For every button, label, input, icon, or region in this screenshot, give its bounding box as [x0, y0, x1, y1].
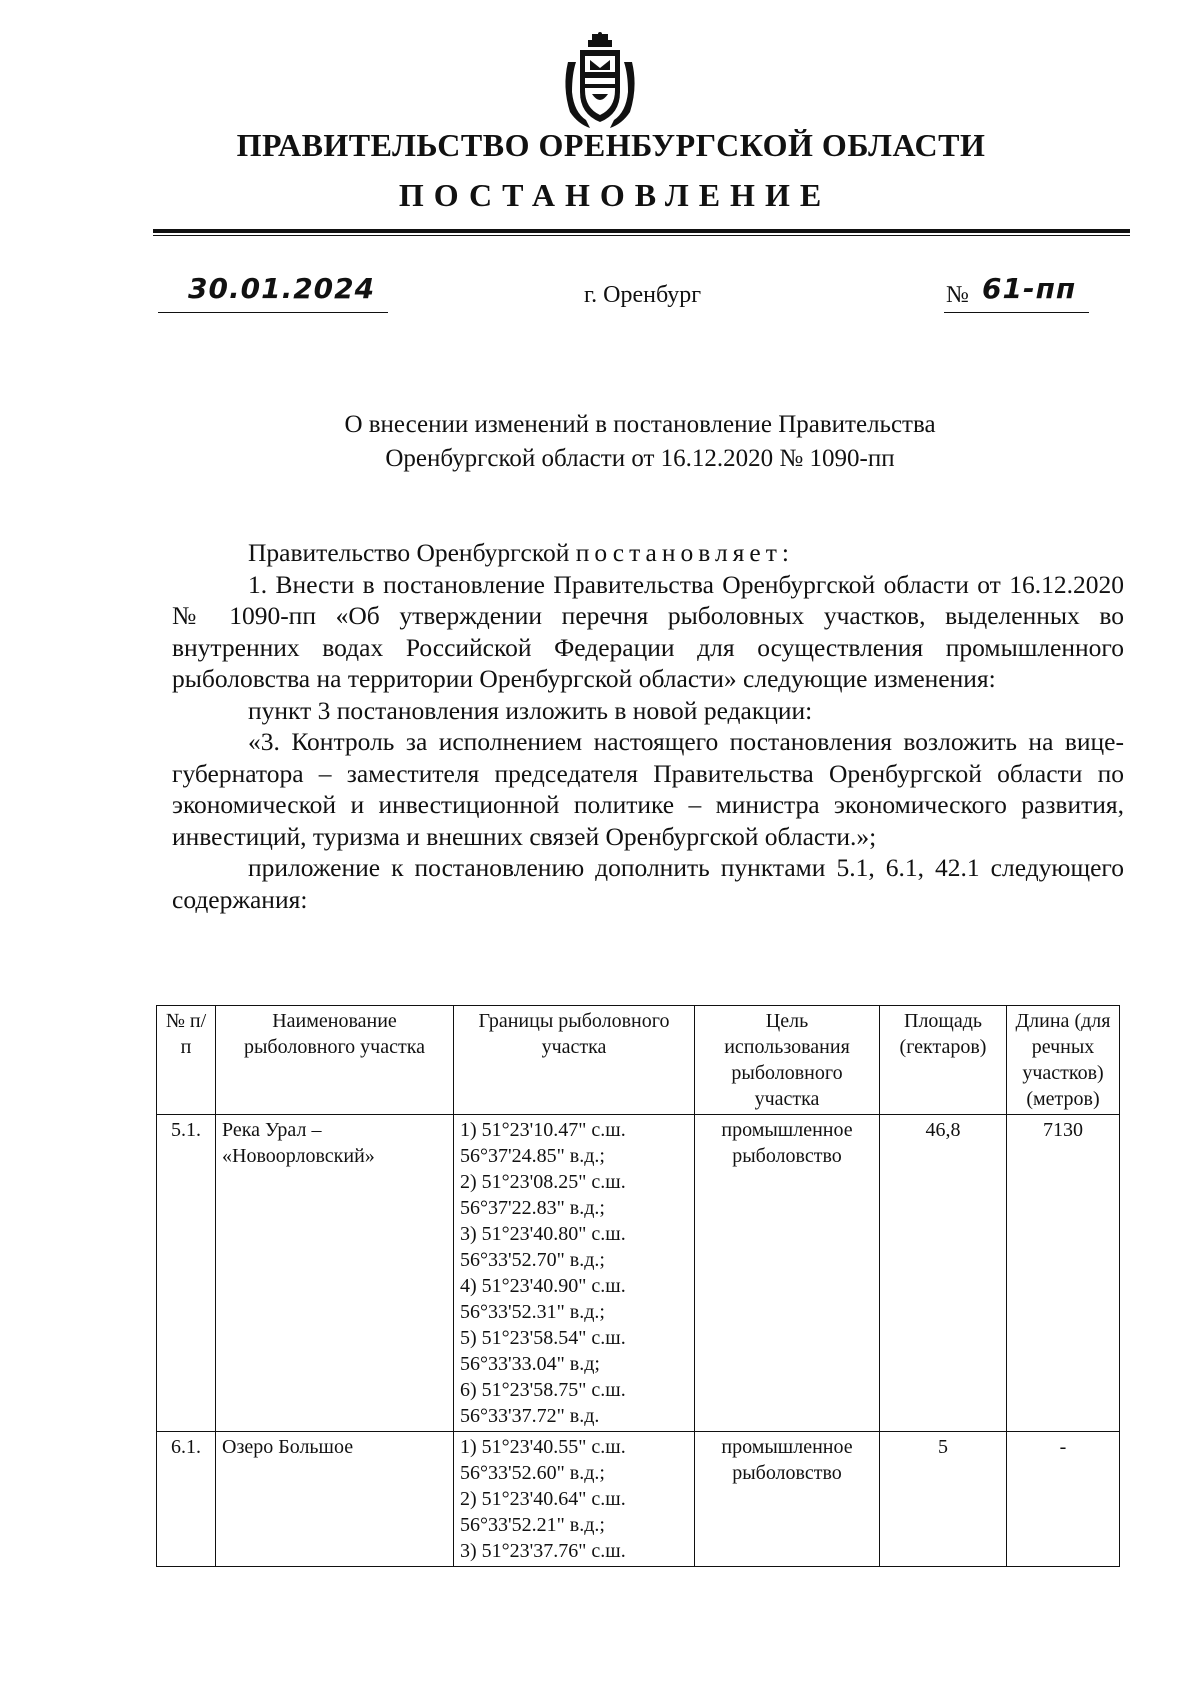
paragraph-2: пункт 3 постановления изложить в новой редакции:	[248, 695, 813, 725]
row-length: 7130	[1007, 1115, 1120, 1432]
paragraph-4: приложение к постановлению дополнить пунктами 5.1, 6.1, 42.1 следующего содержания:	[172, 853, 1124, 914]
header-purpose: Цель использования рыболовного участка	[695, 1006, 880, 1115]
document-body	[172, 537, 1124, 915]
number-field	[944, 272, 1089, 313]
row-area: 5	[880, 1432, 1007, 1567]
coat-of-arms-emblem	[560, 32, 640, 132]
row-length: -	[1007, 1432, 1120, 1567]
coordinate-line: 56°33'52.60" в.д.;	[460, 1462, 605, 1484]
table-row	[157, 1432, 1120, 1567]
coordinate-line: 1) 51°23'40.55" с.ш.	[460, 1436, 626, 1458]
row-coordinates	[454, 1115, 695, 1432]
paragraph-1: 1. Внести в постановление Правительства Оренбургской области от 16.12.2020 № 1090-пп «Об утверждении перечня рыболовных участков, выделенных во внутренних водах Российской Федерации для осуществления промышленного рыболовства на территории Оренбургской области» следующие изменения:	[172, 569, 1124, 693]
coordinate-line: 1) 51°23'10.47" с.ш.	[460, 1119, 626, 1141]
row-name	[216, 1432, 454, 1567]
coordinate-line: 4) 51°23'40.90" с.ш.	[460, 1275, 626, 1297]
preamble-decree-word: постановляет:	[575, 538, 794, 567]
header-rule-thick	[153, 229, 1130, 233]
header-boundaries: Границы рыболовного участка	[454, 1006, 695, 1115]
title-line-2: Оренбургской области от 16.12.2020 № 1090-пп	[385, 445, 895, 472]
document-type-heading: ПОСТАНОВЛЕНИЕ	[398, 177, 832, 213]
coordinate-line: 3) 51°23'40.80" с.ш.	[460, 1223, 626, 1245]
header-number: № п/п	[157, 1006, 216, 1115]
row-purpose: промышленное рыболовство	[695, 1115, 880, 1432]
coordinate-line: 56°37'22.83" в.д.;	[460, 1197, 605, 1219]
row-coordinates	[454, 1432, 695, 1567]
header-length: Длина (для речных участков) (метров)	[1007, 1006, 1120, 1115]
row-name	[216, 1115, 454, 1432]
row-purpose: промышленное рыболовство	[695, 1432, 880, 1567]
coordinate-line: 2) 51°23'40.64" с.ш.	[460, 1488, 626, 1510]
coordinate-line: 56°33'52.31" в.д.;	[460, 1301, 605, 1323]
coordinate-line: 56°37'24.85" в.д.;	[460, 1145, 605, 1167]
row-number: 6.1.	[157, 1432, 216, 1567]
resolution-preamble	[172, 537, 1124, 569]
header-rule-thin	[153, 235, 1130, 236]
number-sign: №	[946, 282, 969, 308]
table-header-row	[157, 1006, 1120, 1115]
document-number: 61-пп	[982, 272, 1077, 305]
coordinate-line: 56°33'52.21" в.д.;	[460, 1514, 605, 1536]
coordinate-line: 56°33'37.72" в.д.	[460, 1405, 600, 1427]
table-row	[157, 1115, 1120, 1432]
header-name: Наименование рыболовного участка	[216, 1006, 454, 1115]
paragraph-3: «3. Контроль за исполнением настоящего постановления возложить на вице-губернатора – заместителя председателя Правительства Оренбургской области по экономической и инвестиционной политике – министра экономического развития, инвестиций, туризма и внешних связей Оренбургской области.»;	[172, 727, 1124, 851]
header-area: Площадь (гектаров)	[880, 1006, 1007, 1115]
row-name-line-1: Река Урал –	[222, 1119, 322, 1141]
coordinate-line: 6) 51°23'58.75" с.ш.	[460, 1379, 626, 1401]
coordinate-line: 56°33'33.04" в.д;	[460, 1353, 600, 1375]
government-heading: ПРАВИТЕЛЬСТВО ОРЕНБУРГСКОЙ ОБЛАСТИ	[236, 127, 986, 163]
row-name-line-1: Озеро Большое	[222, 1436, 354, 1458]
city-label: г. Оренбург	[584, 282, 702, 308]
preamble-lead: Правительство Оренбургской	[248, 538, 570, 567]
row-area: 46,8	[880, 1115, 1007, 1432]
row-name-line-2: «Новоорловский»	[222, 1145, 375, 1167]
document-date: 30.01.2024	[188, 272, 376, 305]
date-field	[158, 272, 388, 313]
coordinate-line: 5) 51°23'58.54" с.ш.	[460, 1327, 626, 1349]
coordinate-line: 56°33'52.70" в.д.;	[460, 1249, 605, 1271]
title-line-1: О внесении изменений в постановление Правительства	[344, 411, 936, 438]
document-title	[170, 408, 1110, 476]
fishing-areas-table	[156, 1005, 1120, 1567]
coordinate-line: 3) 51°23'37.76" с.ш.	[460, 1540, 626, 1562]
row-number: 5.1.	[157, 1115, 216, 1432]
coordinate-line: 2) 51°23'08.25" с.ш.	[460, 1171, 626, 1193]
